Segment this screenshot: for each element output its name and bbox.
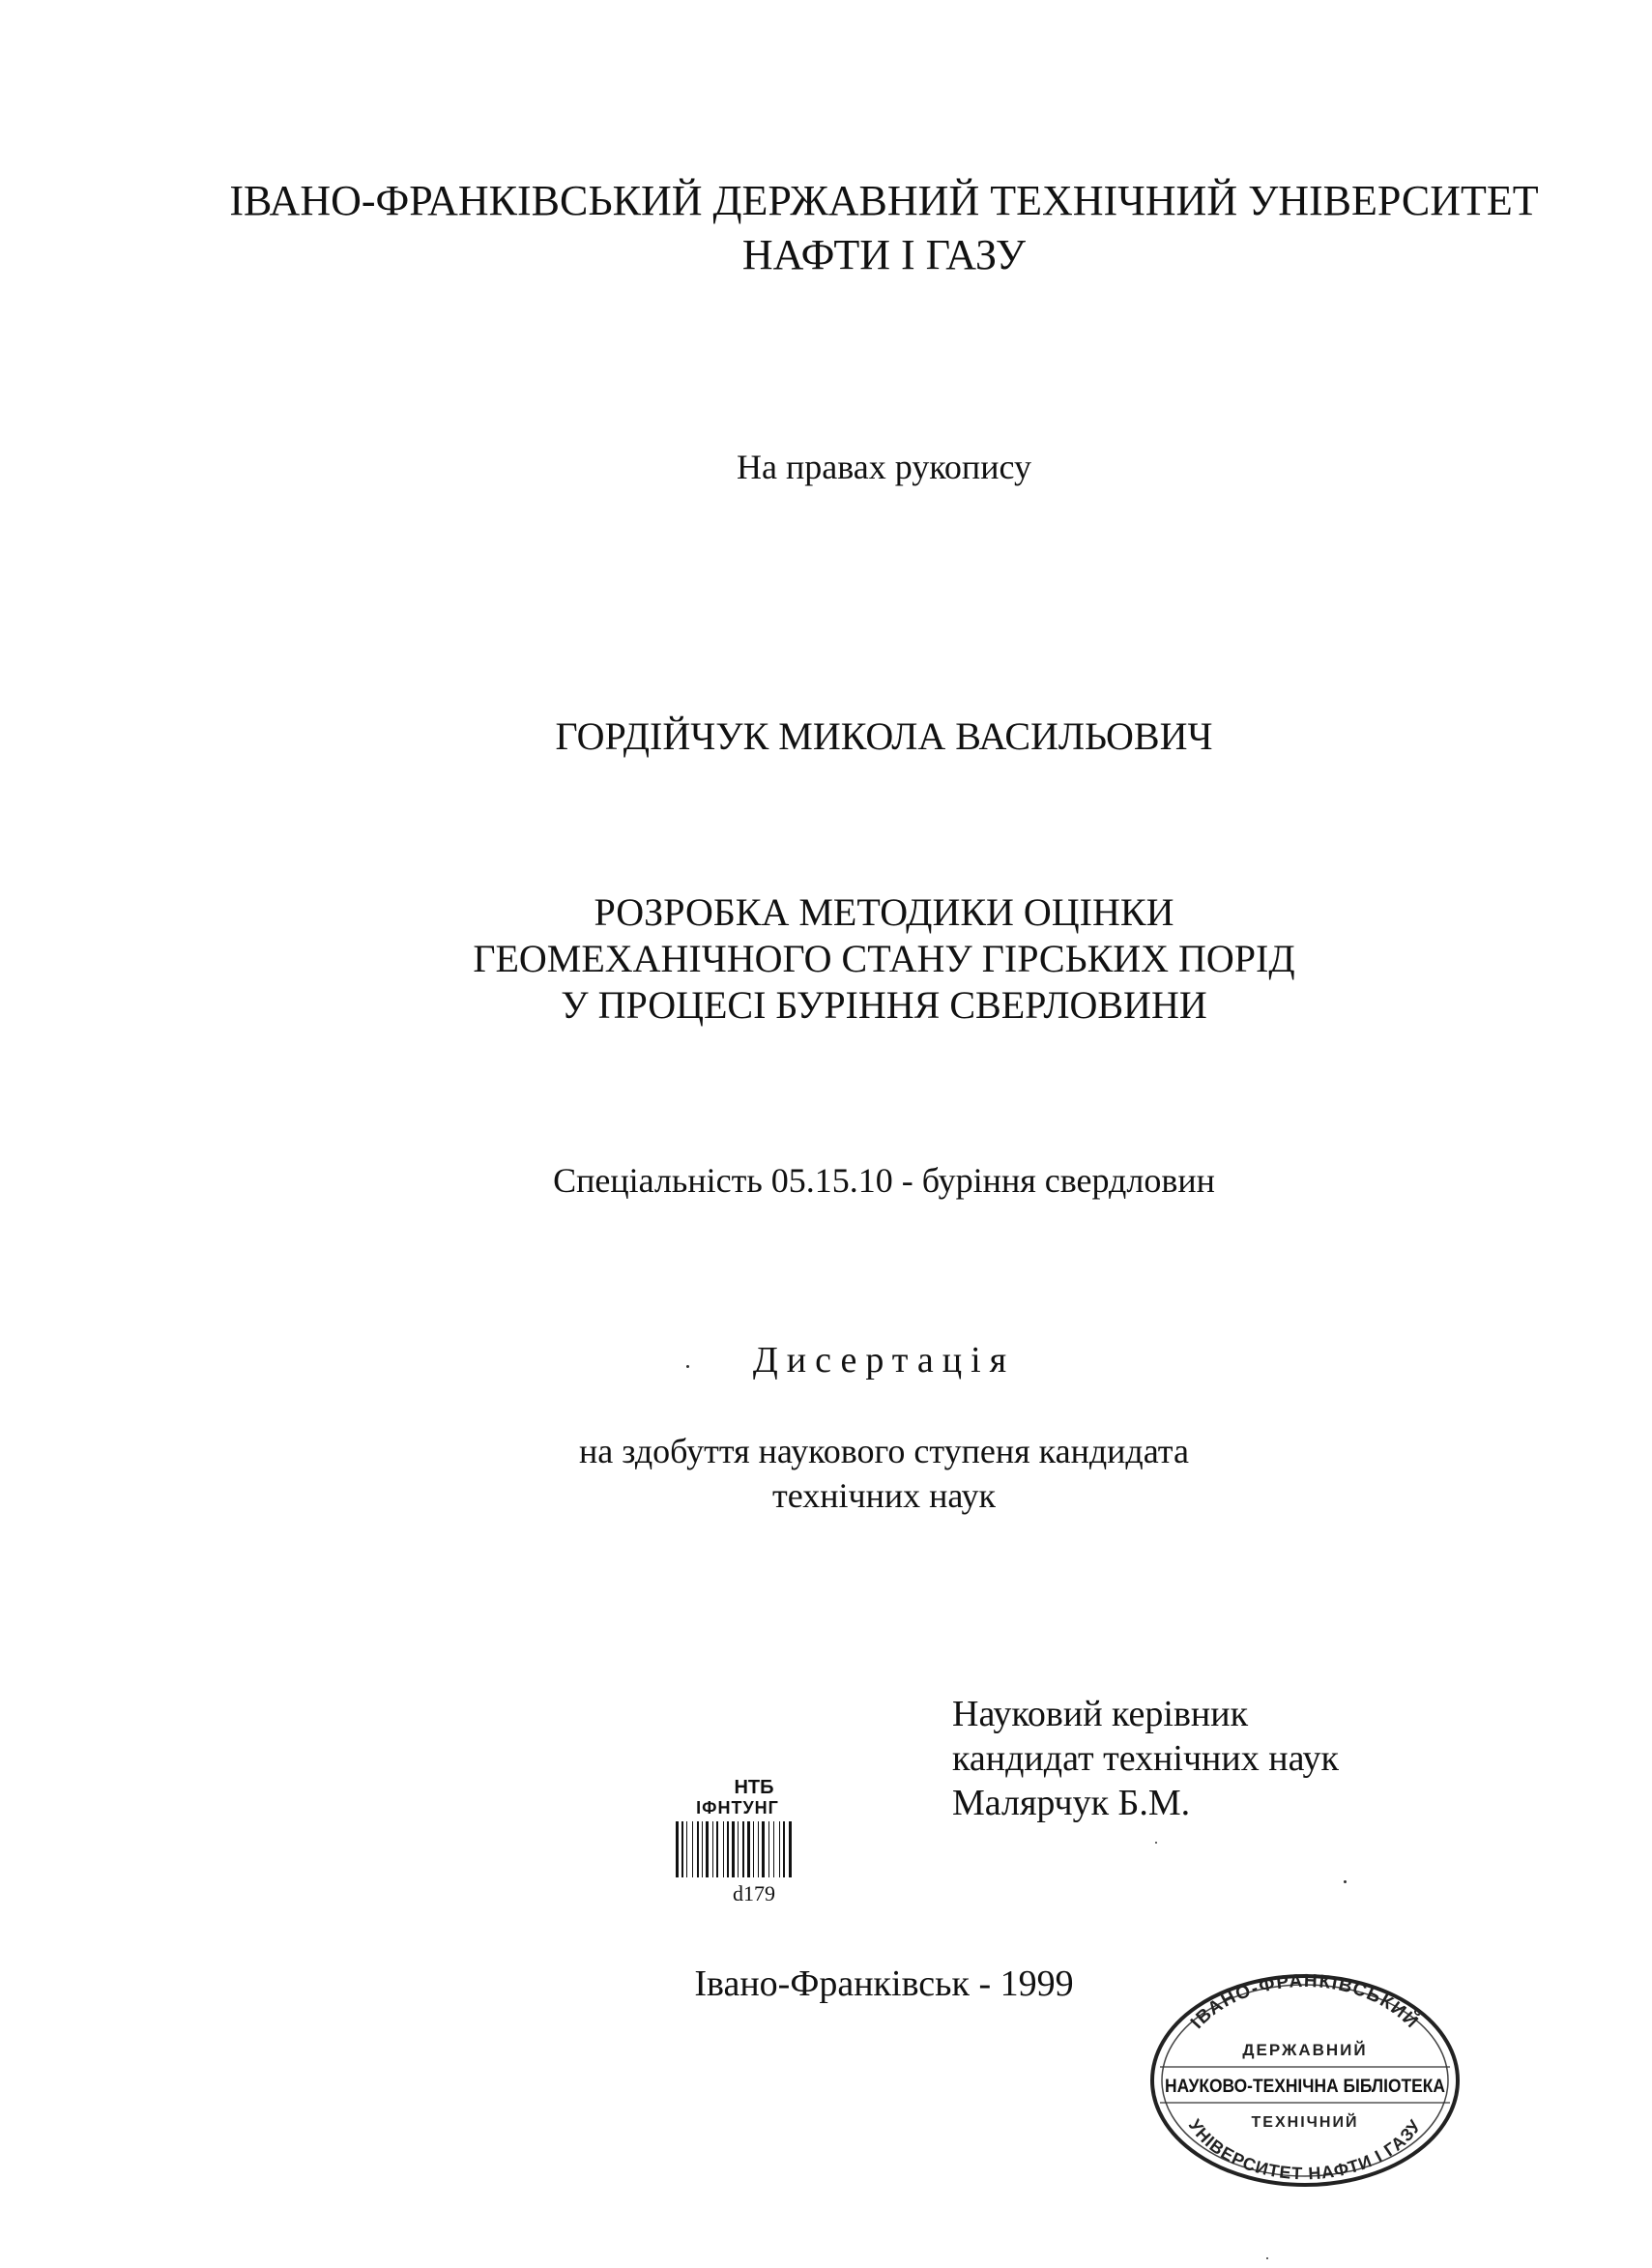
barcode-bar [697, 1821, 699, 1877]
barcode-bar [758, 1821, 759, 1877]
specialty: Спеціальність 05.15.10 - буріння свердловин [553, 1161, 1215, 1200]
scan-speck [1155, 1842, 1157, 1844]
stamp-line2: НАУКОВО-ТЕХНІЧНА БІБЛІОТЕКА [1165, 2077, 1446, 2097]
barcode-bar [783, 1821, 785, 1877]
barcode-bar [702, 1821, 703, 1877]
library-barcode-label [667, 1777, 841, 1906]
stamp-line1: ДЕРЖАВНИЙ [1242, 2041, 1368, 2059]
library-title: НТБ [734, 1777, 774, 1798]
barcode-bar [738, 1821, 739, 1877]
author-name: ГОРДІЙЧУК МИКОЛА ВАСИЛЬОВИЧ [555, 714, 1213, 758]
dissertation-title [58, 889, 1652, 1029]
supervisor-degree: кандидат технічних наук [952, 1738, 1339, 1779]
supervisor-name: Малярчук Б.М. [952, 1783, 1191, 1823]
degree-statement [58, 1429, 1652, 1518]
scan-speck [1266, 2257, 1268, 2259]
title-line2: ГЕОМЕХАНІЧНОГО СТАНУ ГІРСЬКИХ ПОРІД [473, 937, 1295, 980]
barcode-bar [692, 1821, 693, 1877]
degree-line2: технічних наук [771, 1476, 997, 1515]
place-and-year: Івано-Франківськ - 1999 [694, 1963, 1074, 2004]
degree-line1: на здобуття наукового ступеня кандидата [579, 1432, 1189, 1470]
document-type: Дисертація [752, 1340, 1016, 1381]
barcode-bar [747, 1821, 750, 1877]
supervisor-block [952, 1692, 1339, 1825]
barcode-bar [706, 1821, 709, 1877]
barcode-bar [727, 1821, 729, 1877]
scan-speck [686, 1365, 689, 1368]
stamp-line3: ТЕХНІЧНИЙ [1251, 2114, 1359, 2131]
barcode-bar [732, 1821, 735, 1877]
barcode-bar [768, 1821, 769, 1877]
barcode-bar [773, 1821, 774, 1877]
barcode-number: d179 [733, 1881, 775, 1905]
barcode-image [674, 1821, 834, 1877]
title-line1: РОЗРОБКА МЕТОДИКИ ОЦІНКИ [594, 890, 1174, 934]
barcode-bar [789, 1821, 792, 1877]
stamp-top-arc-text: ІВАНО-ФРАНКІВСЬКИЙ [1187, 1970, 1423, 2033]
stamp-bottom-arc-text: УНІВЕРСИТЕТ НАФТИ І ГАЗУ [1184, 2115, 1426, 2184]
title-line3: У ПРОЦЕСІ БУРІННЯ СВЕРЛОВИНИ [561, 983, 1207, 1027]
university-name-line2: НАФТИ І ГАЗУ [741, 231, 1027, 278]
manuscript-note: На правах рукопису [737, 448, 1031, 486]
university-name [58, 174, 1652, 282]
barcode-bar [723, 1821, 724, 1877]
barcode-bar [742, 1821, 744, 1877]
barcode-bar [686, 1821, 687, 1877]
supervisor-role: Науковий керівник [952, 1694, 1249, 1734]
barcode-bar [716, 1821, 718, 1877]
library-stamp-seal [1141, 1963, 1469, 2195]
barcode-bar [762, 1821, 765, 1877]
library-subtitle: ІФНТУНГ [696, 1798, 779, 1817]
scan-speck [1344, 1880, 1347, 1883]
barcode-bar [753, 1821, 754, 1877]
barcode-bar [779, 1821, 780, 1877]
barcode-bar [676, 1821, 679, 1877]
barcode-bar [681, 1821, 683, 1877]
barcode-bar [712, 1821, 713, 1877]
university-name-line1: ІВАНО-ФРАНКІВСЬКИЙ ДЕРЖАВНИЙ ТЕХНІЧНИЙ УНІВЕРСИТЕТ [229, 177, 1539, 224]
